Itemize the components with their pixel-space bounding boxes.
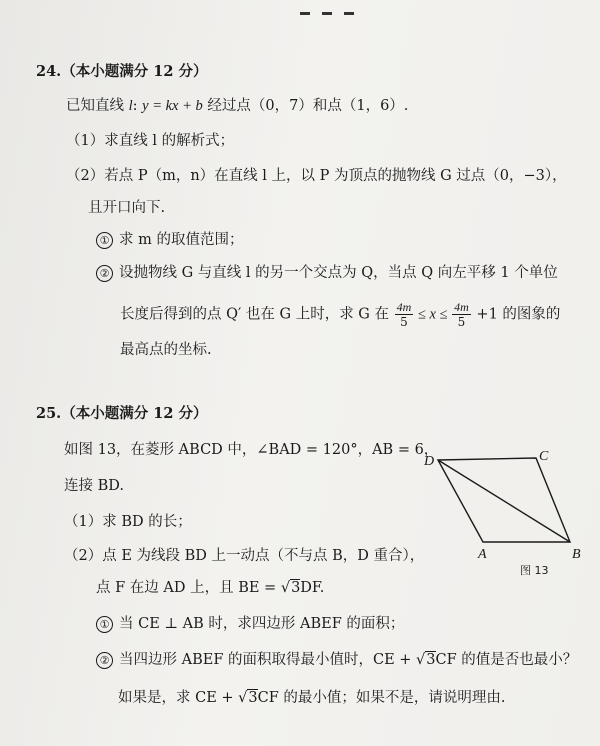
frac-left-denominator: 5	[400, 315, 408, 329]
q24-stem	[66, 96, 408, 116]
q24-line-symbol: l	[128, 98, 133, 114]
q25-sub1-text: 当 CE ⊥ AB 时，求四边形 ABEF 的面积；	[119, 616, 405, 632]
q24-stem-text-c: 经过点（0，7）和点（1，6）.	[202, 98, 409, 114]
q24-sub2-text-b: 长度后得到的点 Q′ 也在 G 上时，求 G 在	[120, 306, 389, 323]
frac-right-numerator: 4m	[454, 300, 469, 314]
vertex-label-c: C	[539, 449, 549, 464]
q25-sub2-text-post: CF 的值是否也最小？	[435, 652, 578, 668]
q24-sub1-number: ①	[96, 232, 113, 249]
frac-left-numerator: 4m	[396, 300, 412, 314]
q25-stem-line2: 连接 BD.	[64, 478, 124, 494]
q24-sub2-line3: 最高点的坐标.	[120, 342, 212, 358]
vertex-label-d: D	[424, 454, 435, 469]
q25-sub1	[96, 614, 404, 634]
q24-part2-line2: 且开口向下.	[88, 200, 166, 216]
q25-sqrt3-c: 3	[248, 690, 258, 706]
q24-sub2-text-a: 设抛物线 G 与直线 l 的另一个交点为 Q，当点 Q 向左平移 1 个单位	[119, 265, 558, 281]
diagonal-bd	[438, 460, 570, 542]
q24-part1: （1）求直线 l 的解析式；	[66, 133, 235, 149]
q25-stem-line1: 如图 13，在菱形 ABCD 中，∠BAD = 120°，AB = 6，	[64, 442, 439, 458]
q25-sub1-number: ①	[96, 616, 113, 633]
vertex-label-b: B	[572, 547, 581, 562]
q24-sub2-line1	[96, 263, 558, 283]
q24-sub1-text: 求 m 的取值范围；	[119, 232, 244, 248]
q24-stem-colon: :	[132, 98, 143, 114]
frac-right-denominator: 5	[457, 315, 466, 329]
q25-part2-text: 点 F 在边 AD 上，且 BE =	[96, 580, 281, 596]
q25-part2-line2: 点 F 在边 AD 上，且 BE = √3DF.	[96, 580, 325, 596]
q24-inequality: ≤ x ≤	[414, 306, 452, 323]
rhombus-figure	[410, 440, 590, 580]
q25-sqrt3-b: 3	[426, 652, 436, 668]
q24-sub2-tail: +1 的图象的	[471, 306, 561, 323]
q24-sub1	[96, 230, 243, 250]
q24-part2-line1: （2）若点 P（m，n）在直线 l 上，以 P 为顶点的抛物线 G 过点（0，−3），	[66, 168, 567, 184]
q24-sub2-line2	[120, 300, 560, 329]
q24-line-equation: y = kx + b	[142, 98, 203, 114]
q25-part2-line1: （2）点 E 为线段 BD 上一动点（不与点 B，D 重合），	[64, 548, 425, 564]
q25-part2-text-post: DF.	[300, 580, 325, 596]
figure-caption: 图 13	[520, 564, 549, 577]
q24-sub2-number: ②	[96, 265, 113, 282]
q24-header: 24.（本小题满分 12 分）	[36, 63, 208, 80]
fraction-4m-over-5-right	[452, 300, 471, 329]
q25-part1: （1）求 BD 的长；	[64, 514, 192, 530]
q25-sub2-line2: 如果是，求 CE + √3CF 的最小值；如果不是，请说明理由.	[118, 690, 506, 706]
top-edge-marks	[300, 0, 380, 4]
q25-sub2-number: ②	[96, 652, 113, 669]
fraction-4m-over-5-left	[395, 300, 414, 329]
q25-sub3-text-post: CF 的最小值；如果不是，请说明理由.	[257, 690, 506, 706]
q25-sqrt3-a: 3	[291, 580, 301, 596]
vertex-label-a: A	[478, 547, 487, 562]
q25-sub3-text-pre: 如果是，求 CE +	[118, 690, 239, 706]
q25-sub2-line1: ② 当四边形 ABEF 的面积取得最小值时，CE + √3CF 的值是否也最小？	[96, 650, 577, 670]
q24-stem-text-a: 已知直线	[66, 98, 129, 114]
q25-header: 25.（本小题满分 12 分）	[36, 405, 208, 422]
q25-sub2-text-pre: 当四边形 ABEF 的面积取得最小值时，CE +	[119, 652, 417, 668]
